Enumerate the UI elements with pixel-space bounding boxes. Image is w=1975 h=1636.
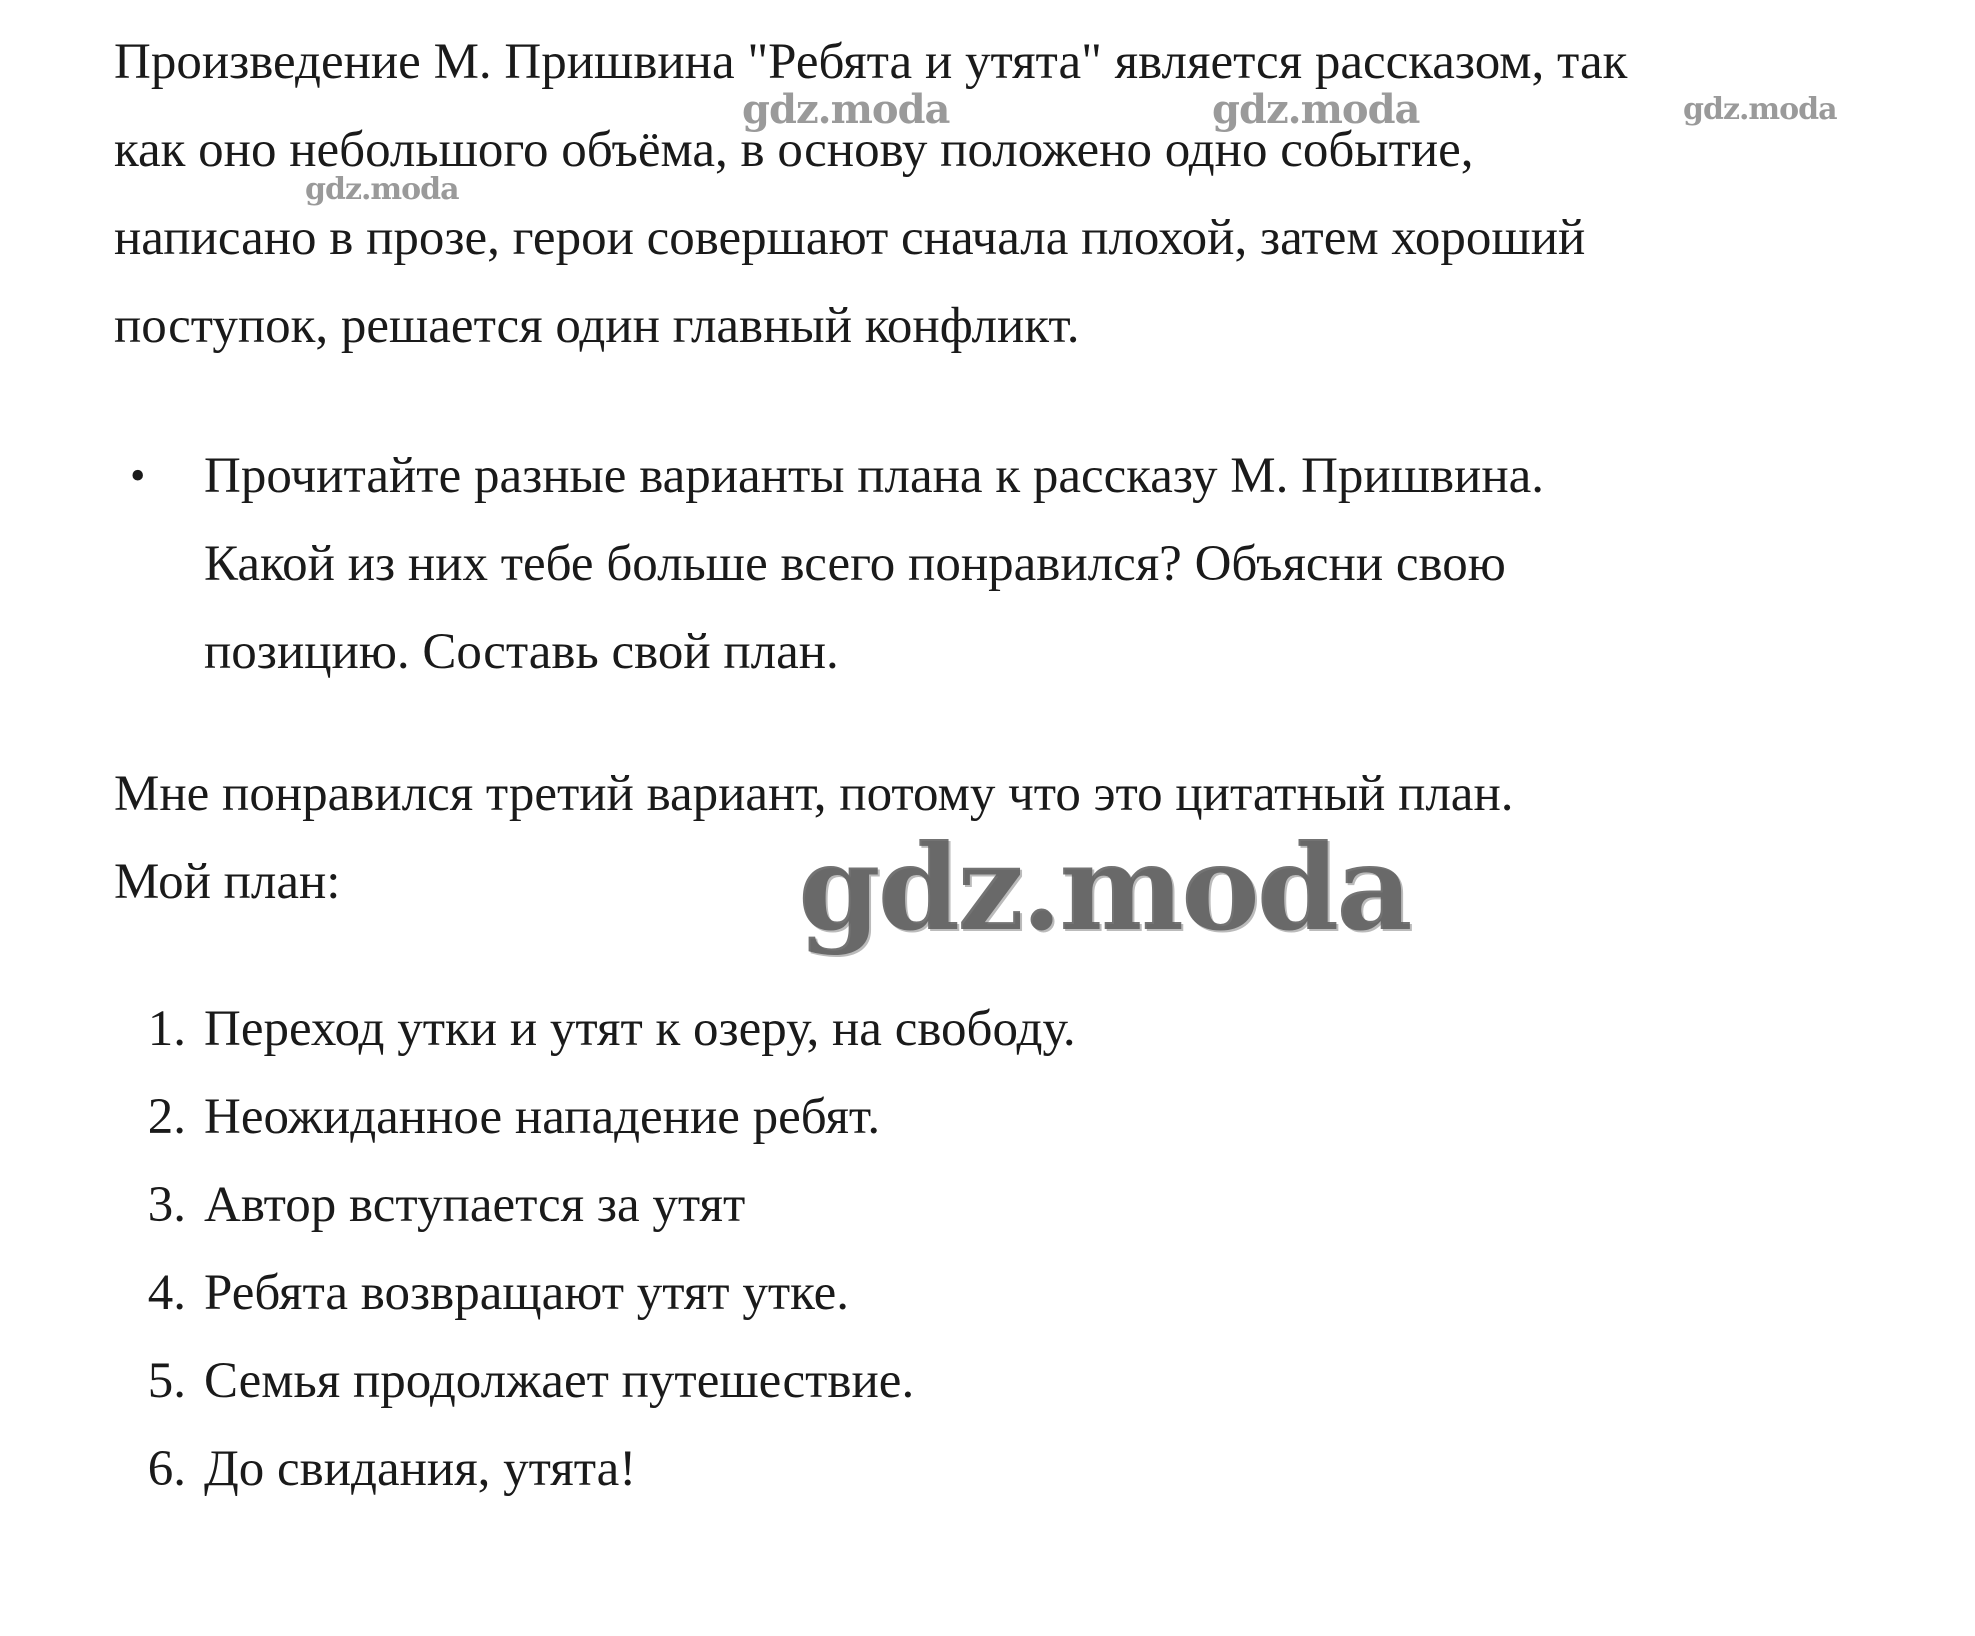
watermark: gdz.moda	[1683, 92, 1837, 127]
plan-item-number: 4.	[147, 1265, 186, 1321]
intro-line: поступок, решается один главный конфликт.	[114, 298, 1080, 354]
plan-item-number: 5.	[147, 1353, 186, 1409]
plan-item	[114, 1425, 1076, 1513]
plan-item-text: Переход утки и утят к озеру, на свободу.	[204, 1001, 1076, 1057]
intro-line: Произведение М. Пришвина "Ребята и утята" является рассказом, так	[114, 34, 1628, 90]
watermark: gdz.moda	[305, 172, 459, 207]
plan-item-number: 1.	[147, 1001, 186, 1057]
watermark: gdz.moda	[1212, 86, 1420, 133]
plan-item-number: 6.	[147, 1441, 186, 1497]
plan-item-number: 3.	[147, 1177, 186, 1233]
plan-item-text: До свидания, утята!	[204, 1441, 637, 1497]
answer-line: Мне понравился третий вариант, потому что это цитатный план.	[114, 766, 1514, 822]
task-line: позицию. Составь свой план.	[204, 624, 839, 680]
plan-item-text: Автор вступается за утят	[204, 1177, 746, 1233]
watermark: gdz.moda	[798, 818, 1410, 957]
task-text	[204, 432, 1544, 696]
plan-item-text: Неожиданное нападение ребят.	[204, 1089, 881, 1145]
plan-item	[114, 1073, 1076, 1161]
answer-line: Мой план:	[114, 854, 341, 910]
plan-item-text: Семья продолжает путешествие.	[204, 1353, 915, 1409]
plan-list	[114, 985, 1076, 1513]
plan-item	[114, 1161, 1076, 1249]
intro-line: как оно небольшого объёма, в основу положено одно событие,	[114, 122, 1474, 178]
watermark: gdz.moda	[742, 86, 950, 133]
task-line: Какой из них тебе больше всего понравился? Объясни свою	[204, 536, 1506, 592]
intro-line: написано в прозе, герои совершают сначала плохой, затем хороший	[114, 210, 1586, 266]
plan-item	[114, 1337, 1076, 1425]
task-line: Прочитайте разные варианты плана к рассказу М. Пришвина.	[204, 448, 1545, 504]
plan-item	[114, 985, 1076, 1073]
bullet-marker: •	[130, 451, 146, 500]
plan-item	[114, 1249, 1076, 1337]
plan-item-number: 2.	[147, 1089, 186, 1145]
plan-item-text: Ребята возвращают утят утке.	[204, 1265, 850, 1321]
